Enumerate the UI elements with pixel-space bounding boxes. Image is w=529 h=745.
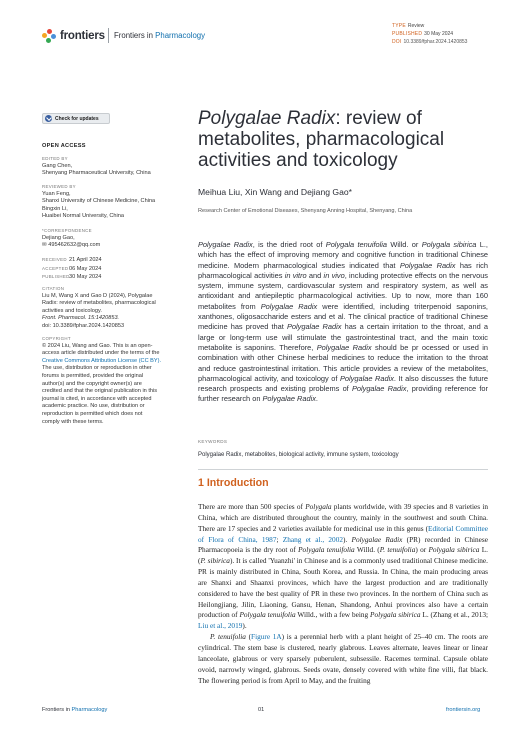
footer-journal-field: Pharmacology: [71, 707, 108, 713]
published-label: PUBLISHED: [392, 31, 423, 38]
species-name: P. tenuifolia: [379, 545, 416, 555]
citation-line: activities and toxicology.: [42, 307, 102, 314]
page-number: 01: [258, 707, 265, 713]
reviewer-affiliation: Huaibei Normal University, China: [42, 213, 124, 220]
species-name: P. sibirica: [200, 556, 230, 566]
species-name: Polygala tenuifolia: [298, 545, 355, 555]
accepted-date: 06 May 2024: [69, 265, 102, 272]
published-label: PUBLISHED: [42, 274, 70, 280]
body-text-run: ). It is called 'Yuanzhi' in Chinese and is a commonly used traditional Chinese medicine. PR is mainly distributed in China, South Korea, and Russia. In China, the main producing areas are Shanxi and Shaanxi provinces, which have the largest production and are traditionally considered to have the best quality of PR in these two provinces. In the northern of China such as Heilongjiang, Jilin, Liaoning, Gansu, Henan, Shandong, Anhui provinces also have a certain production of: [198, 556, 488, 620]
cc-by-license-link[interactable]: Creative Commons Attribution License (CC BY).: [42, 357, 162, 364]
species-name: P. tenuifolia: [210, 632, 246, 642]
journal-name[interactable]: [114, 31, 205, 40]
footer-journal-prefix: Frontiers in: [42, 707, 72, 713]
citation-block: [42, 285, 180, 331]
reference-link[interactable]: Zhang et al., 2002: [282, 534, 343, 544]
abstract-text: has a certain irritation to the throat, and a large or long-term use will stimulate the gastrointestinal tract, and the main toxic metabolite is saponins. Therefore,: [198, 322, 488, 352]
body-paragraph: [198, 502, 488, 632]
editor-affiliation: Shenyang Pharmaceutical University, China: [42, 170, 151, 177]
frontiers-logo[interactable]: [42, 29, 105, 43]
reviewed-by-block: [42, 183, 180, 221]
copyright-line: author(s) and the copyright owner(s) are: [42, 380, 142, 387]
dates-block: [42, 256, 180, 282]
species-name: Polygala sibirica: [428, 545, 480, 555]
body-text-run: ) is a perennial herb with a plant height of 25–40 cm. The roots are cylindrical. The stem base is clustered, nearly glabrous. Leaves alternate, leaves linear or linear lanceolate, glabrous or very sparsely puberulent, subsessile. Racemes terminal. Capsule oblate ovoid, narrowly winged, glabrous. Seeds ovate, densely covered with white fine villi, flat black. The flowering period is from April to May, and the fruiting: [198, 632, 489, 685]
reviewer-name: Bingxin Li,: [42, 205, 68, 212]
body-text-run: ) or: [415, 545, 429, 555]
abstract-italic-term: in vivo: [323, 270, 345, 280]
check-for-updates-label: Check for updates: [55, 115, 99, 122]
abstract-italic-term: Polygalae Radix: [340, 373, 394, 383]
abstract: [198, 240, 488, 405]
journal-field: Pharmacology: [155, 31, 206, 40]
abstract-italic-term: Polygalae Radix: [399, 260, 456, 270]
body-paragraph: [198, 632, 488, 686]
copyright-line: The use, distribution or reproduction in other: [42, 365, 152, 372]
abstract-italic-term: Polygala tenuifolia: [325, 240, 388, 249]
title-italic: Polygalae Radix: [198, 108, 336, 129]
copyright-line: forums is permitted, provided the original: [42, 372, 144, 379]
frontiers-logo-icon: [42, 29, 57, 43]
abstract-text: , providing reference for further research on: [198, 384, 488, 404]
copyright-line: comply with these terms.: [42, 418, 104, 425]
reviewed-by-label: REVIEWED BY: [42, 184, 76, 189]
published-value: 30 May 2024: [424, 31, 454, 38]
published-date: 30 May 2024: [69, 274, 102, 281]
header-divider: [108, 28, 109, 43]
edited-by-label: EDITED BY: [42, 156, 68, 161]
doi-label: DOI: [392, 39, 402, 46]
abstract-text: were identified, including triterpenoid saponins, xanthones, oligosaccharide esters and et al. The clinical practice of traditional Chinese medicine has proved that: [198, 301, 488, 332]
citation-label: CITATION: [42, 286, 65, 291]
body-text-run: (: [245, 632, 252, 642]
doi-value[interactable]: 10.3389/fphar.2024.1420853: [403, 39, 468, 46]
body-text-run: plants worldwide, with 39 species and 8 varieties in China, which are distributed throughout the country, mainly in the southwest and south China. There are 17 species and 2 varieties available for medicinal use in this genus (: [198, 502, 488, 533]
keywords-label: KEYWORDS: [198, 439, 228, 444]
copyright-line: academic practice. No use, distribution or: [42, 403, 145, 410]
body-text-run: Willd., with a few being: [295, 610, 371, 620]
body-text-run: There are more than 500 species of: [198, 502, 306, 511]
reference-link[interactable]: Figure 1A: [251, 632, 282, 642]
reference-link[interactable]: Editorial Committee of Flora of China, 1987: [198, 523, 488, 544]
abstract-text: should be pr ocessed or used in combination with other Chinese herbal medicines to reduce the irritation to the throat and reduce gastrointestinal irritation. This article provides a review of the metabolites, pharmacological activity, and toxicology of: [198, 342, 488, 383]
footer-site-link[interactable]: frontiersin.org: [446, 707, 481, 713]
body-text-run: L. (Zhang et al., 2013;: [420, 610, 489, 620]
body-text-run: Willd. (: [354, 545, 380, 555]
received-label: RECEIVED: [42, 257, 67, 262]
footer-journal: [42, 707, 107, 713]
reference-link[interactable]: Liu et al., 2019: [198, 621, 243, 631]
article-title: [198, 108, 498, 171]
editor-name: Gang Chen,: [42, 162, 73, 169]
body-text-run: ).: [242, 621, 247, 631]
keywords: Polygalae Radix, metabolites, biological activity, immune system, toxicology: [198, 452, 399, 458]
type-value: Review: [407, 23, 425, 29]
abstract-italic-term: Polygalae Radix: [286, 322, 342, 332]
corresponding-author: Dejiang Gao,: [42, 234, 75, 241]
abstract-italic-term: in vitro: [284, 270, 307, 280]
introduction-body: [198, 502, 488, 686]
body-text-run: L. (: [198, 545, 488, 566]
abstract-text: .: [315, 394, 318, 404]
abstract-italic-term: Polygalae Radix: [198, 240, 253, 249]
copyright-line: reproduction is permitted which does not: [42, 410, 143, 417]
abstract-text: and: [306, 270, 324, 280]
species-name: Polygala sibirica: [370, 610, 421, 620]
abstract-italic-term: Polygalae Radix: [260, 301, 318, 311]
abstract-italic-term: Polygalae Radix: [351, 384, 407, 394]
body-text-run: (PR) recorded in Chinese Pharmacopoeia is the dry root of: [198, 534, 488, 555]
affiliation: Research Center of Emotional Diseases, Shenyang Anning Hospital, Shenyang, China: [198, 208, 413, 214]
correspondence-label: *CORRESPONDENCE: [42, 228, 92, 233]
abstract-text: , including protective effects on the nervous system, immune system, cardiovascular system and respiratory system, as well as antioxidant and antiepileptic pharmacological activities. Up to now, more than 160 metabolites from: [198, 270, 488, 311]
abstract-italic-term: Polygala sibirica: [421, 240, 477, 249]
accepted-label: ACCEPTED: [42, 265, 69, 271]
citation-line: Front. Pharmacol. 15:1420853.: [42, 315, 120, 322]
corresponding-email[interactable]: ✉ 495462632@qq.com: [42, 242, 101, 249]
copyright-line: access article distributed under the terms of the: [42, 350, 160, 357]
section-heading-introduction: 1 Introduction: [198, 477, 269, 489]
reviewer-name: Yuan Feng,: [42, 190, 71, 197]
species-name: Polygala tenuifolia: [239, 610, 296, 620]
received-date: 21 April 2024: [69, 257, 102, 263]
copyright-block: [42, 335, 180, 426]
abstract-italic-term: Polygalae Radix: [262, 394, 316, 404]
citation-line: Radix: review of metabolites, pharmacological: [42, 300, 156, 307]
open-access-label: OPEN ACCESS: [42, 143, 86, 149]
species-name: Polygala: [305, 502, 332, 511]
citation-line: Liu M, Wang X and Gao D (2024), Polygalae: [42, 292, 153, 299]
check-icon: [45, 115, 52, 122]
body-text-run: ;: [276, 534, 283, 544]
article-meta: [392, 22, 467, 47]
correspondence-block: [42, 227, 180, 250]
type-label: TYPE: [392, 23, 406, 29]
abstract-text: Willd. or: [387, 240, 422, 249]
edited-by-block: [42, 155, 180, 178]
abstract-text: L., which has the effect of improving memory and cognitive function in traditional Chinese medicine. Modern pharmacological studies indicated that: [198, 240, 488, 270]
reviewer-affiliation: Shanxi University of Chinese Medicine, China: [42, 198, 156, 205]
authors: Meihua Liu, Xin Wang and Dejiang Gao*: [198, 187, 352, 197]
copyright-label: COPYRIGHT: [42, 336, 71, 341]
check-for-updates-button[interactable]: [42, 113, 110, 124]
section-divider: [198, 469, 488, 470]
body-text-run: ).: [343, 534, 352, 544]
citation-doi[interactable]: doi: 10.3389/fphar.2024.1420853: [42, 322, 125, 329]
abstract-text: , is the dried root of: [252, 240, 326, 249]
species-name: Polygalae Radix: [351, 534, 403, 544]
journal-prefix: Frontiers in: [114, 31, 156, 40]
abstract-text: has rich pharmacological activities: [198, 260, 488, 280]
copyright-line: journal is cited, in accordance with accepted: [42, 395, 152, 402]
title-rest: : review of metabolites, pharmacological activities and toxicology: [198, 108, 445, 171]
abstract-italic-term: Polygalae Radix: [316, 342, 372, 352]
brand-name: frontiers: [60, 30, 105, 42]
copyright-line: © 2024 Liu, Wang and Gao. This is an open-: [42, 342, 153, 349]
copyright-line: credited and that the original publication in this: [42, 388, 158, 395]
abstract-text: . It also discusses the future research prospects and existing problems of: [198, 373, 488, 394]
